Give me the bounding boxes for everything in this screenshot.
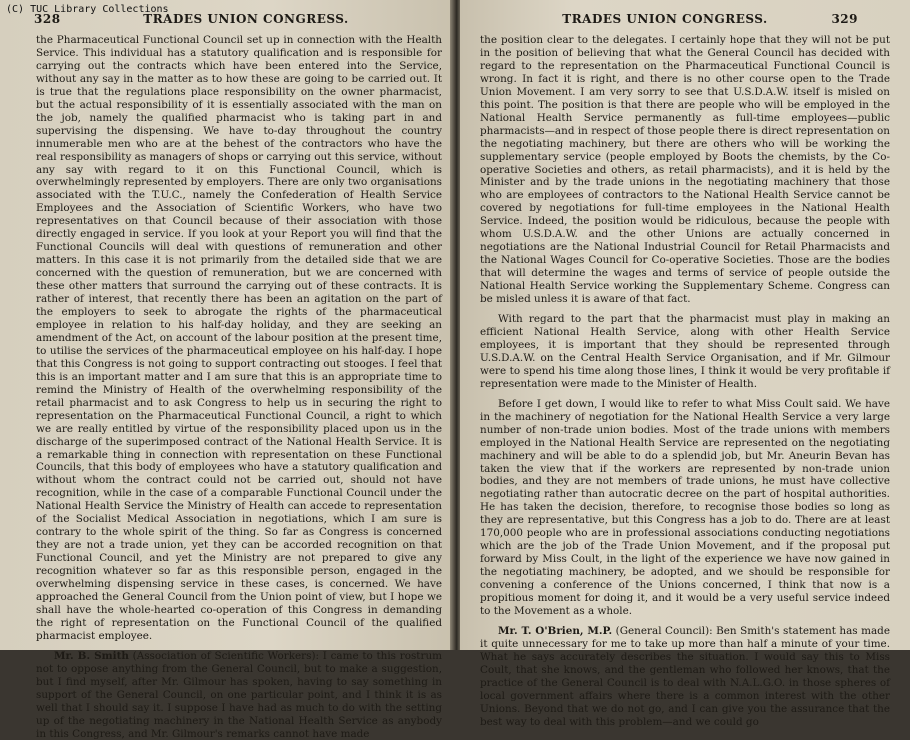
paragraph [36,34,442,643]
paragraph [480,625,890,729]
right-page-body [480,34,890,728]
paragraph [480,313,890,391]
paragraph-text: (General Council): Ben Smith's statement has made it quite unnecessary for me to take up more than half a minute of your time. What he says accurately describes the situation. I would say this to Miss Coult, that she knows, and the gentleman who followed her knows, that the practice of the General Council is to deal with N.A.L.G.O. in those spheres of local government affairs where there is a common interest with the other Unions. Beyond that we do not go, and I can give you the assurance that the best way to deal with this problem—and we could go [480,624,890,728]
paragraph-text: (Association of Scientific Workers): I came to this rostrum not to oppose anything from the General Council, but to make a suggestion, but I find myself, after Mr. Gilmour has spoken, having to say something in support of the General Council, on one particular point, and I think it is as well that I should say it. I suppose I have had as much to do with the setting up of the negotiating machinery in the National Health Service as anybody in this Congress, and Mr. Gilmour's remarks cannot have made [36,649,442,740]
paragraph [480,34,890,306]
speaker-name: Mr. T. O'Brien, M.P. [498,624,613,637]
collection-watermark: (C) TUC Library Collections [6,4,169,15]
paragraph-text: With regard to the part that the pharmacist must play in making an efficient National Health Service, along with other Health Service employees, it is important that they should be represented through U.S.D.A.W. on the Central Health Service Organisation, and if Mr. Gilmour were to spend his time along those lines, I think it would be very profitable if representation were made to the Minister of Health. [480,313,890,390]
paragraph [480,398,890,618]
left-page-running-title: TRADES UNION CONGRESS. [143,12,349,26]
right-page [460,0,910,728]
right-page-running-title: TRADES UNION CONGRESS. [562,12,768,26]
paragraph-text: Before I get down, I would like to refer to what Miss Coult said. We have in the machinery of negotiation for the National Health Service a very large number of non-trade union bodies. Most of the trade unions with members employed in the National Health Service are represented on the negotiating machinery and will be able to do a splendid job, but Mr. Aneurin Bevan has taken the view that if the workers are represented by non-trade union bodies, and they are not members of trade unions, he must have collective negotiating rather than autocratic decree on the part of hospital authorities. He has taken the decision, therefore, to recognise those bodies so long as they are representative, but this Congress has a job to do. There are at least 170,000 people who are in professional associations conducting negotiations which are the job of the Trade Union Movement, and if the proposal put forward by Miss Coult, in the light of the experience we have now gained in the negotiating machinery, be adopted, and we should be responsible for convening a conference of the Unions concerned, I think that now is a propitious moment for doing it, and it would be a very useful service indeed to the Movement as a whole. [480,397,890,617]
left-page [0,0,452,740]
right-page-number: 329 [831,12,858,26]
paragraph-text: the Pharmaceutical Functional Council set up in connection with the Health Service. This individual has a statutory qualification and is responsible for carrying out the contracts which have been entered into the Service, without any say in the matter as to how these are going to be carried out. It is true that the regulations place responsibility on the owner pharmacist, but the actual responsibility of it is essentially associated with the man on the job, namely the qualified pharmacist who is taking part in and supervising the dispensing. We have to-day throughout the country innumerable men who are at the behest of the contractors who have the real responsibility as managers of shops or carrying out this service, without any say with regard to it on this Functional Council, which is overwhelmingly represented by employers. There are only two organisations associated with the T.U.C., namely the Confederation of Health Service Employees and the Association of Scientific Workers, who have two representatives on that Council because of their association with those directly engaged in service. If you look at your Report you will find that the Functional Councils will deal with questions of remuneration and other matters. In this case it is not primarily from the detailed side that we are concerned with the question of remuneration, but we are concerned with these other matters that surround the carrying out of these contracts. It is rather of interest, that recently there has been an agitation on the part of the employers to seek to abrogate the rights of the pharmaceutical employee in relation to his half-day holiday, and they are seeking an amendment of the Act, on account of the labour position at the present time, to utilise the services of the pharmaceutical employee on his half-day. I hope that this Congress is not going to support contracting out stooges. I feel that this is an important matter and I am sure that this is an appropriate time to remind the Ministry of Health of the overwhelming responsibility of the retail pharmacist and to ask Congress to help us in securing the right to representation on the Pharmaceutical Functional Council, a right to which we are really entitled by virtue of the responsibility placed upon us in the discharge of the superimposed contract of the National Health Service. It is a remarkable thing in connection with representation on these Functional Councils, that this body of employees who have a statutory qualification and without whom the contract could not be carried out, should not have recognition, while in the case of a comparable Functional Council under the National Health Service the Ministry of Health can accede to representation of the Socialist Medical Association in negotiations, which I am sure is contrary to the whole spirit of the thing. So far as Congress is concerned they are not a trade union, yet they can be accorded recognition on that Functional Council, and yet the Ministry are not prepared to give any recognition whatever so far as this responsible person, engaged in the overwhelming dispensing service in these cases, is concerned. We have approached the General Council from the Union point of view, but I hope we shall have the whole-hearted co-operation of this Congress in demanding the right of representation on the Functional Council of the qualified pharmacist employee. [36,34,442,642]
speaker-name: Mr. B. Smith [54,649,129,662]
right-page-header [460,12,910,28]
left-page-number: 328 [34,12,61,26]
paragraph-text: the position clear to the delegates. I certainly hope that they will not be put in the position of believing that what the General Council has decided with regard to the representation on the Pharmaceutical Functional Council is wrong. In fact it is right, and there is no other course open to the Trade Union Movement. I am very sorry to see that U.S.D.A.W. itself is misled on this point. The position is that there are people who will be employed in the National Health Service permanently as full-time employees—public pharmacists—and in respect of those people there is direct representation on the negotiating machinery, but there are others who will be working the supplementary service (people employed by Boots the chemists, by the Co-operative Societies and others, as retail pharmacists), and it is held by the Minister and by the trade unions in the negotiating machinery that those who are employees of contractors to the National Health Service cannot be covered by negotiations for full-time employees in the National Health Service. Indeed, the position would be ridiculous, because the people with whom U.S.D.A.W. and the other Unions are actually concerned in negotiations are the National Industrial Council for Retail Pharmacists and the National Wages Council for Co-operative Societies. Those are the bodies that will determine the wages and terms of service of people outside the National Health Service working the Supplementary Scheme. Congress can be misled unless it is aware of that fact. [480,34,890,306]
paragraph [36,650,442,740]
left-page-body [36,34,442,740]
